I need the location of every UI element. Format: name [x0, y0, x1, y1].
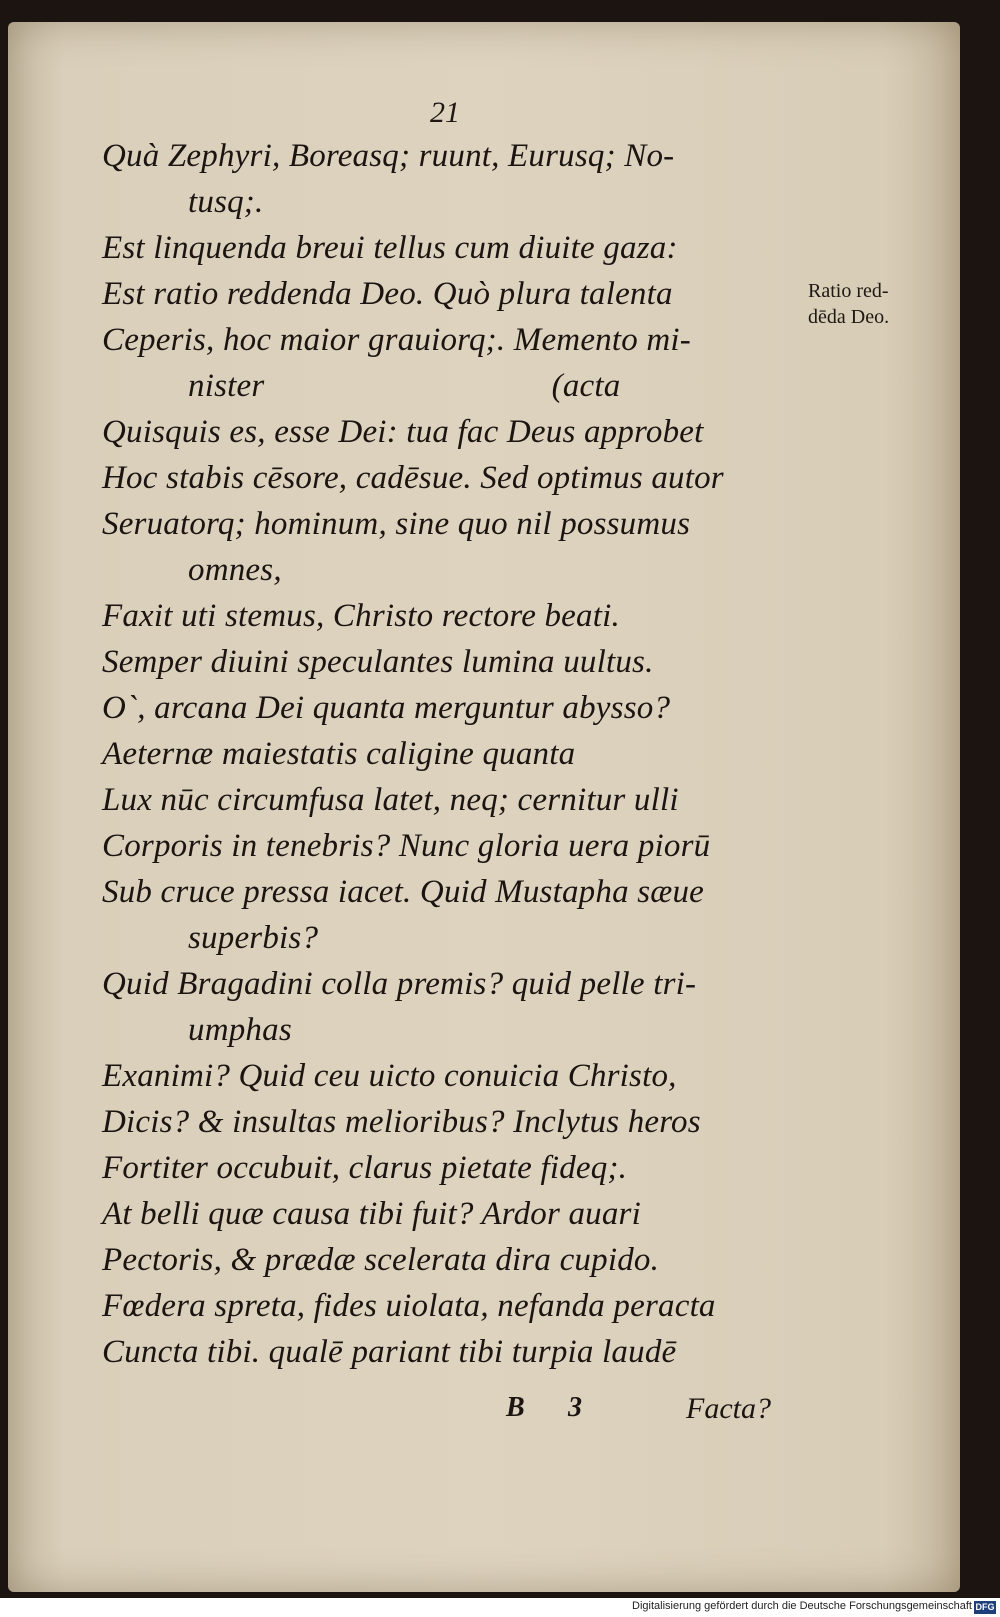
verse-line: Quà Zephyri, Boreasq; ruunt, Eurusq; No- — [102, 138, 675, 174]
signature-mark-number: 3 — [568, 1392, 582, 1423]
verse-line: Corporis in tenebris? Nunc gloria uera piorū — [102, 828, 711, 864]
verse-line: Hoc stabis cēsore, cadēsue. Sed optimus autor — [102, 460, 724, 496]
verse-line: Fœdera spreta, fides uiolata, nefanda peracta — [102, 1288, 716, 1324]
verse-line: At belli quæ causa tibi fuit? Ardor auari — [102, 1196, 641, 1232]
verse-line: Faxit uti stemus, Christo rectore beati. — [102, 598, 620, 634]
verse-line: superbis? — [188, 920, 319, 956]
verse-line: Quid Bragadini colla premis? quid pelle tri- — [102, 966, 697, 1002]
signature-mark-letter: B — [506, 1392, 525, 1423]
verse-line: nister (acta — [188, 368, 621, 404]
verse-line: Est linquenda breui tellus cum diuite gaza: — [102, 230, 678, 266]
verse-line: O`, arcana Dei quanta merguntur abysso? — [102, 690, 671, 726]
verse-line: Cuncta tibi. qualē pariant tibi turpia laudē — [102, 1334, 677, 1370]
verse-line: Est ratio reddenda Deo. Quò plura talenta — [102, 276, 673, 312]
verse-line: Pectoris, & prædæ scelerata dira cupido. — [102, 1242, 660, 1278]
dfg-logo-icon: DFG — [975, 1602, 995, 1612]
verse-line: tusq;. — [188, 184, 264, 220]
verse-line: Aeternæ maiestatis caligine quanta — [102, 736, 576, 772]
footer-credit: Digitalisierung gefördert durch die Deutsche Forschungsgemeinschaft — [632, 1600, 972, 1612]
verse-line: omnes, — [188, 552, 282, 588]
verse-line: Dicis? & insultas melioribus? Inclytus heros — [102, 1104, 701, 1140]
verse-line: Lux nūc circumfusa latet, neq; cernitur ulli — [102, 782, 679, 818]
verse-line: Semper diuini speculantes lumina uultus. — [102, 644, 654, 680]
catchword: Facta? — [686, 1392, 771, 1425]
verse-line: umphas — [188, 1012, 292, 1048]
verse-line: Seruatorq; hominum, sine quo nil possumus — [102, 506, 691, 542]
margin-note: Ratio red- dēda Deo. — [808, 280, 890, 328]
verse-line: Ceperis, hoc maior grauiorq;. Memento mi- — [102, 322, 691, 358]
verse-line: Exanimi? Quid ceu uicto conuicia Christo, — [102, 1058, 677, 1094]
page-number: 21 — [430, 96, 460, 129]
verse-line: Sub cruce pressa iacet. Quid Mustapha sæue — [102, 874, 705, 910]
verse-line: Fortiter occubuit, clarus pietate fideq;. — [102, 1150, 628, 1186]
verse-line: Quisquis es, esse Dei: tua fac Deus approbet — [102, 414, 704, 450]
